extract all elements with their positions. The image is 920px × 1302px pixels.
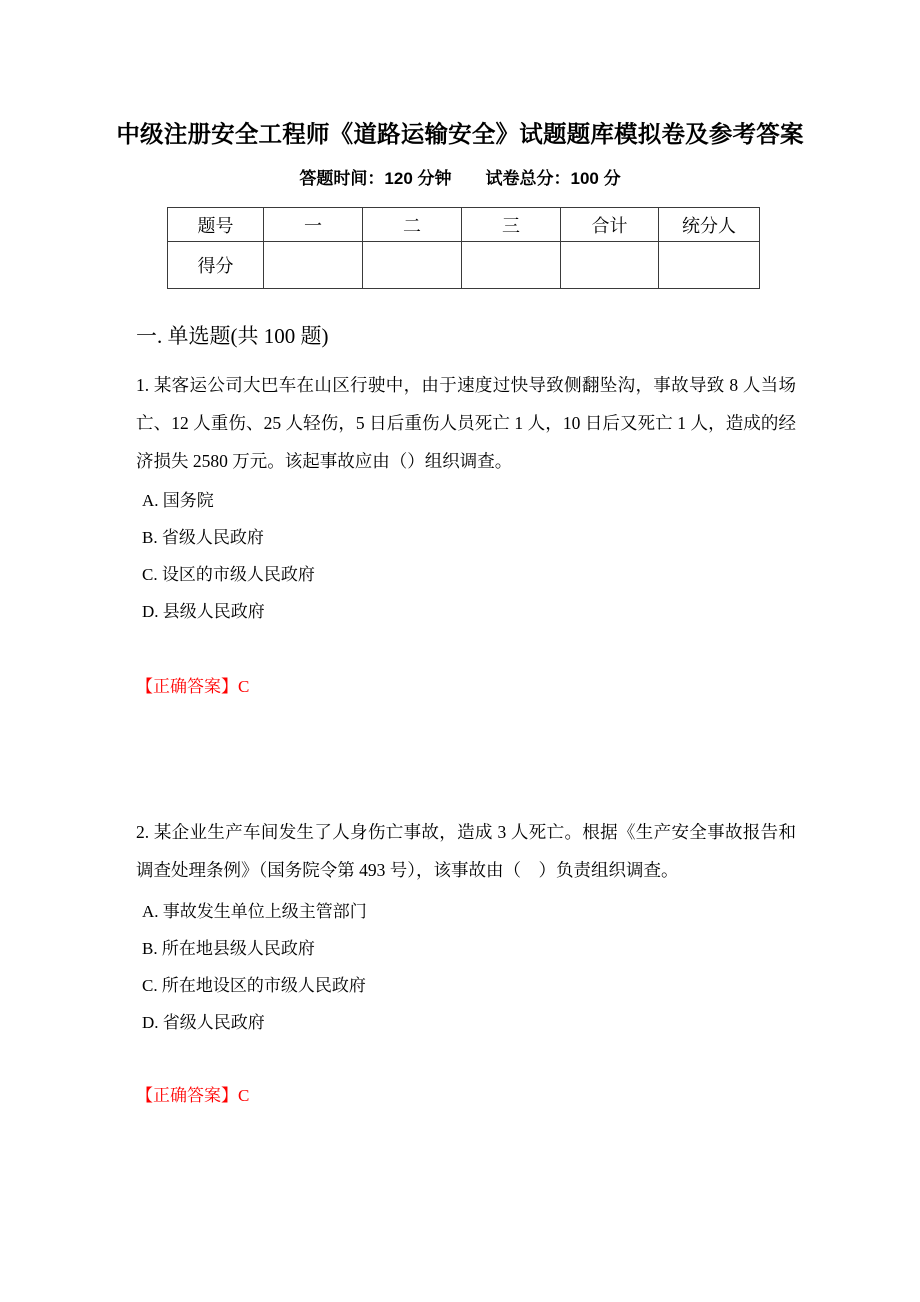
question-options: [136, 893, 796, 1041]
option-d[interactable]: D. 县级人民政府: [142, 602, 265, 621]
score-entry-cell[interactable]: [462, 242, 561, 289]
score-table-header-cell: 统分人: [659, 208, 760, 242]
option-c[interactable]: C. 设区的市级人民政府: [142, 565, 315, 584]
question-block-2: [136, 813, 796, 1111]
score-table: [167, 207, 760, 289]
option-c[interactable]: C. 所在地设区的市级人民政府: [142, 976, 366, 995]
page-title: 中级注册安全工程师《道路运输安全》试题题库模拟卷及参考答案: [116, 121, 804, 147]
score-entry-cell[interactable]: [264, 242, 363, 289]
correct-answer: 【正确答案】C: [136, 1086, 250, 1105]
score-table-header-cell: 题号: [168, 208, 264, 242]
score-entry-cell[interactable]: [363, 242, 462, 289]
score-table-header-cell: 一: [264, 208, 363, 242]
option-b[interactable]: B. 所在地县级人民政府: [142, 939, 315, 958]
correct-answer: 【正确答案】C: [136, 677, 250, 696]
option-b[interactable]: B. 省级人民政府: [142, 528, 264, 547]
question-text: 1. 某客运公司大巴车在山区行驶中，由于速度过快导致侧翻坠沟，事故导致 8 人当场亡、12 人重伤、25 人轻伤，5 日后重伤人员死亡 1 人，10 日后又死亡 1 人，造成的经济损失 2580 万元。该起事故应由（）组织调查。: [136, 375, 796, 471]
score-table-header-cell: 合计: [561, 208, 659, 242]
option-d[interactable]: D. 省级人民政府: [142, 1013, 265, 1032]
option-a[interactable]: A. 事故发生单位上级主管部门: [142, 902, 367, 921]
exam-meta-subtitle: 答题时间：120 分钟 试卷总分：100 分: [299, 169, 621, 188]
table-row: [168, 242, 760, 289]
question-text: 2. 某企业生产车间发生了人身伤亡事故，造成 3 人死亡。根据《生产安全事故报告和调查处理条例》（国务院令第 493 号），该事故由（ ）负责组织调查。: [136, 822, 796, 880]
score-table-header-cell: 二: [363, 208, 462, 242]
question-options: [136, 482, 796, 630]
section-heading-single-choice: 一. 单选题(共 100 题): [136, 324, 329, 348]
score-entry-cell[interactable]: [659, 242, 760, 289]
question-block-1: [136, 366, 796, 702]
table-row: [168, 208, 760, 242]
score-entry-cell[interactable]: [561, 242, 659, 289]
score-row-label: 得分: [168, 242, 264, 289]
score-table-header-cell: 三: [462, 208, 561, 242]
option-a[interactable]: A. 国务院: [142, 491, 214, 510]
